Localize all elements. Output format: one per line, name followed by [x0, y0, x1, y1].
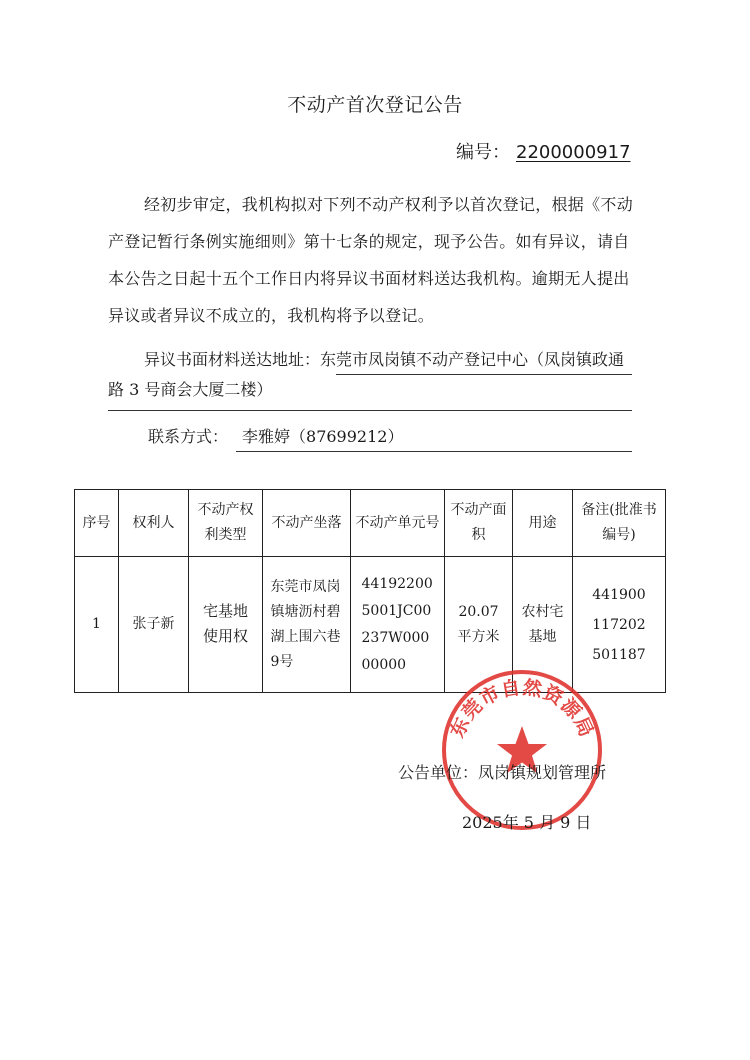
notice-paragraph: 经初步审定，我机构拟对下列不动产权利予以首次登记，根据《不动产登记暂行条例实施细则》第十七条的规定，现予公告。如有异议，请自本公告之日起十五个工作日内将异议书面材料送达我机构。逾期无人提出异议或者异议不成立的，我机构将予以登记。: [108, 195, 634, 325]
header-cell-use: 用途: [513, 490, 573, 557]
header-right-type-text: 不动产权利类型: [197, 502, 254, 543]
table-header-row: [75, 490, 666, 557]
cell-remark-text: 441900117202501187: [592, 586, 646, 663]
cell-use-text: 农村宅基地: [521, 603, 564, 645]
objection-address: [108, 345, 632, 405]
issuing-unit: 公告单位：凤岗镇规划管理所: [398, 763, 607, 782]
contact-underline: [236, 451, 632, 452]
cell-unit-number-text: 441922005001JC00237W00000000: [361, 575, 433, 673]
notice-body: [108, 186, 636, 334]
registration-table: [74, 489, 666, 693]
cell-unit-number: [351, 557, 445, 693]
cell-location: [263, 557, 351, 693]
notice-number: [456, 138, 631, 164]
address-label: 异议书面材料送达地址：: [144, 350, 321, 369]
contact-value: 李雅婷（87699212）: [242, 427, 404, 446]
header-cell-right-type: [189, 490, 263, 557]
header-remark-text: 备注(批准书编号): [581, 502, 657, 543]
header-cell-remark: [573, 490, 666, 557]
address-underline-2: [108, 410, 632, 411]
cell-serial: 1: [75, 557, 119, 693]
address-underline-1: [336, 374, 632, 375]
official-seal: [438, 666, 606, 834]
address-value: 东莞市凤岗镇不动产登记中心（凤岗镇政通路 3 号商会大厦二楼）: [108, 350, 625, 399]
header-cell-location: 不动产坐落: [263, 490, 351, 557]
contact-label: 联系方式：: [148, 427, 229, 446]
header-area-text: 不动产面积: [450, 502, 507, 543]
header-cell-area: [445, 490, 513, 557]
seal-text: 东莞市自然资源局: [446, 676, 598, 742]
issue-date: 2025年 5 月 9 日: [462, 813, 592, 832]
header-cell-serial: 序号: [75, 490, 119, 557]
cell-location-text: 东莞市凤岗镇塘沥村碧湖上围六巷9号: [270, 578, 341, 670]
cell-area-text: 20.07平方米: [457, 603, 500, 645]
header-unit-number-text: 不动产单元号: [355, 514, 440, 531]
cell-right-type: [189, 557, 263, 693]
page-title: 不动产首次登记公告: [287, 94, 463, 116]
header-cell-unit-number: [351, 490, 445, 557]
header-cell-owner: 权利人: [119, 490, 189, 557]
cell-right-type-text: 宅基地使用权: [202, 602, 248, 645]
contact-info: [148, 424, 403, 447]
cell-owner: 张子新: [119, 557, 189, 693]
number-value: 2200000917: [516, 142, 631, 163]
number-label: 编号：: [456, 142, 510, 163]
